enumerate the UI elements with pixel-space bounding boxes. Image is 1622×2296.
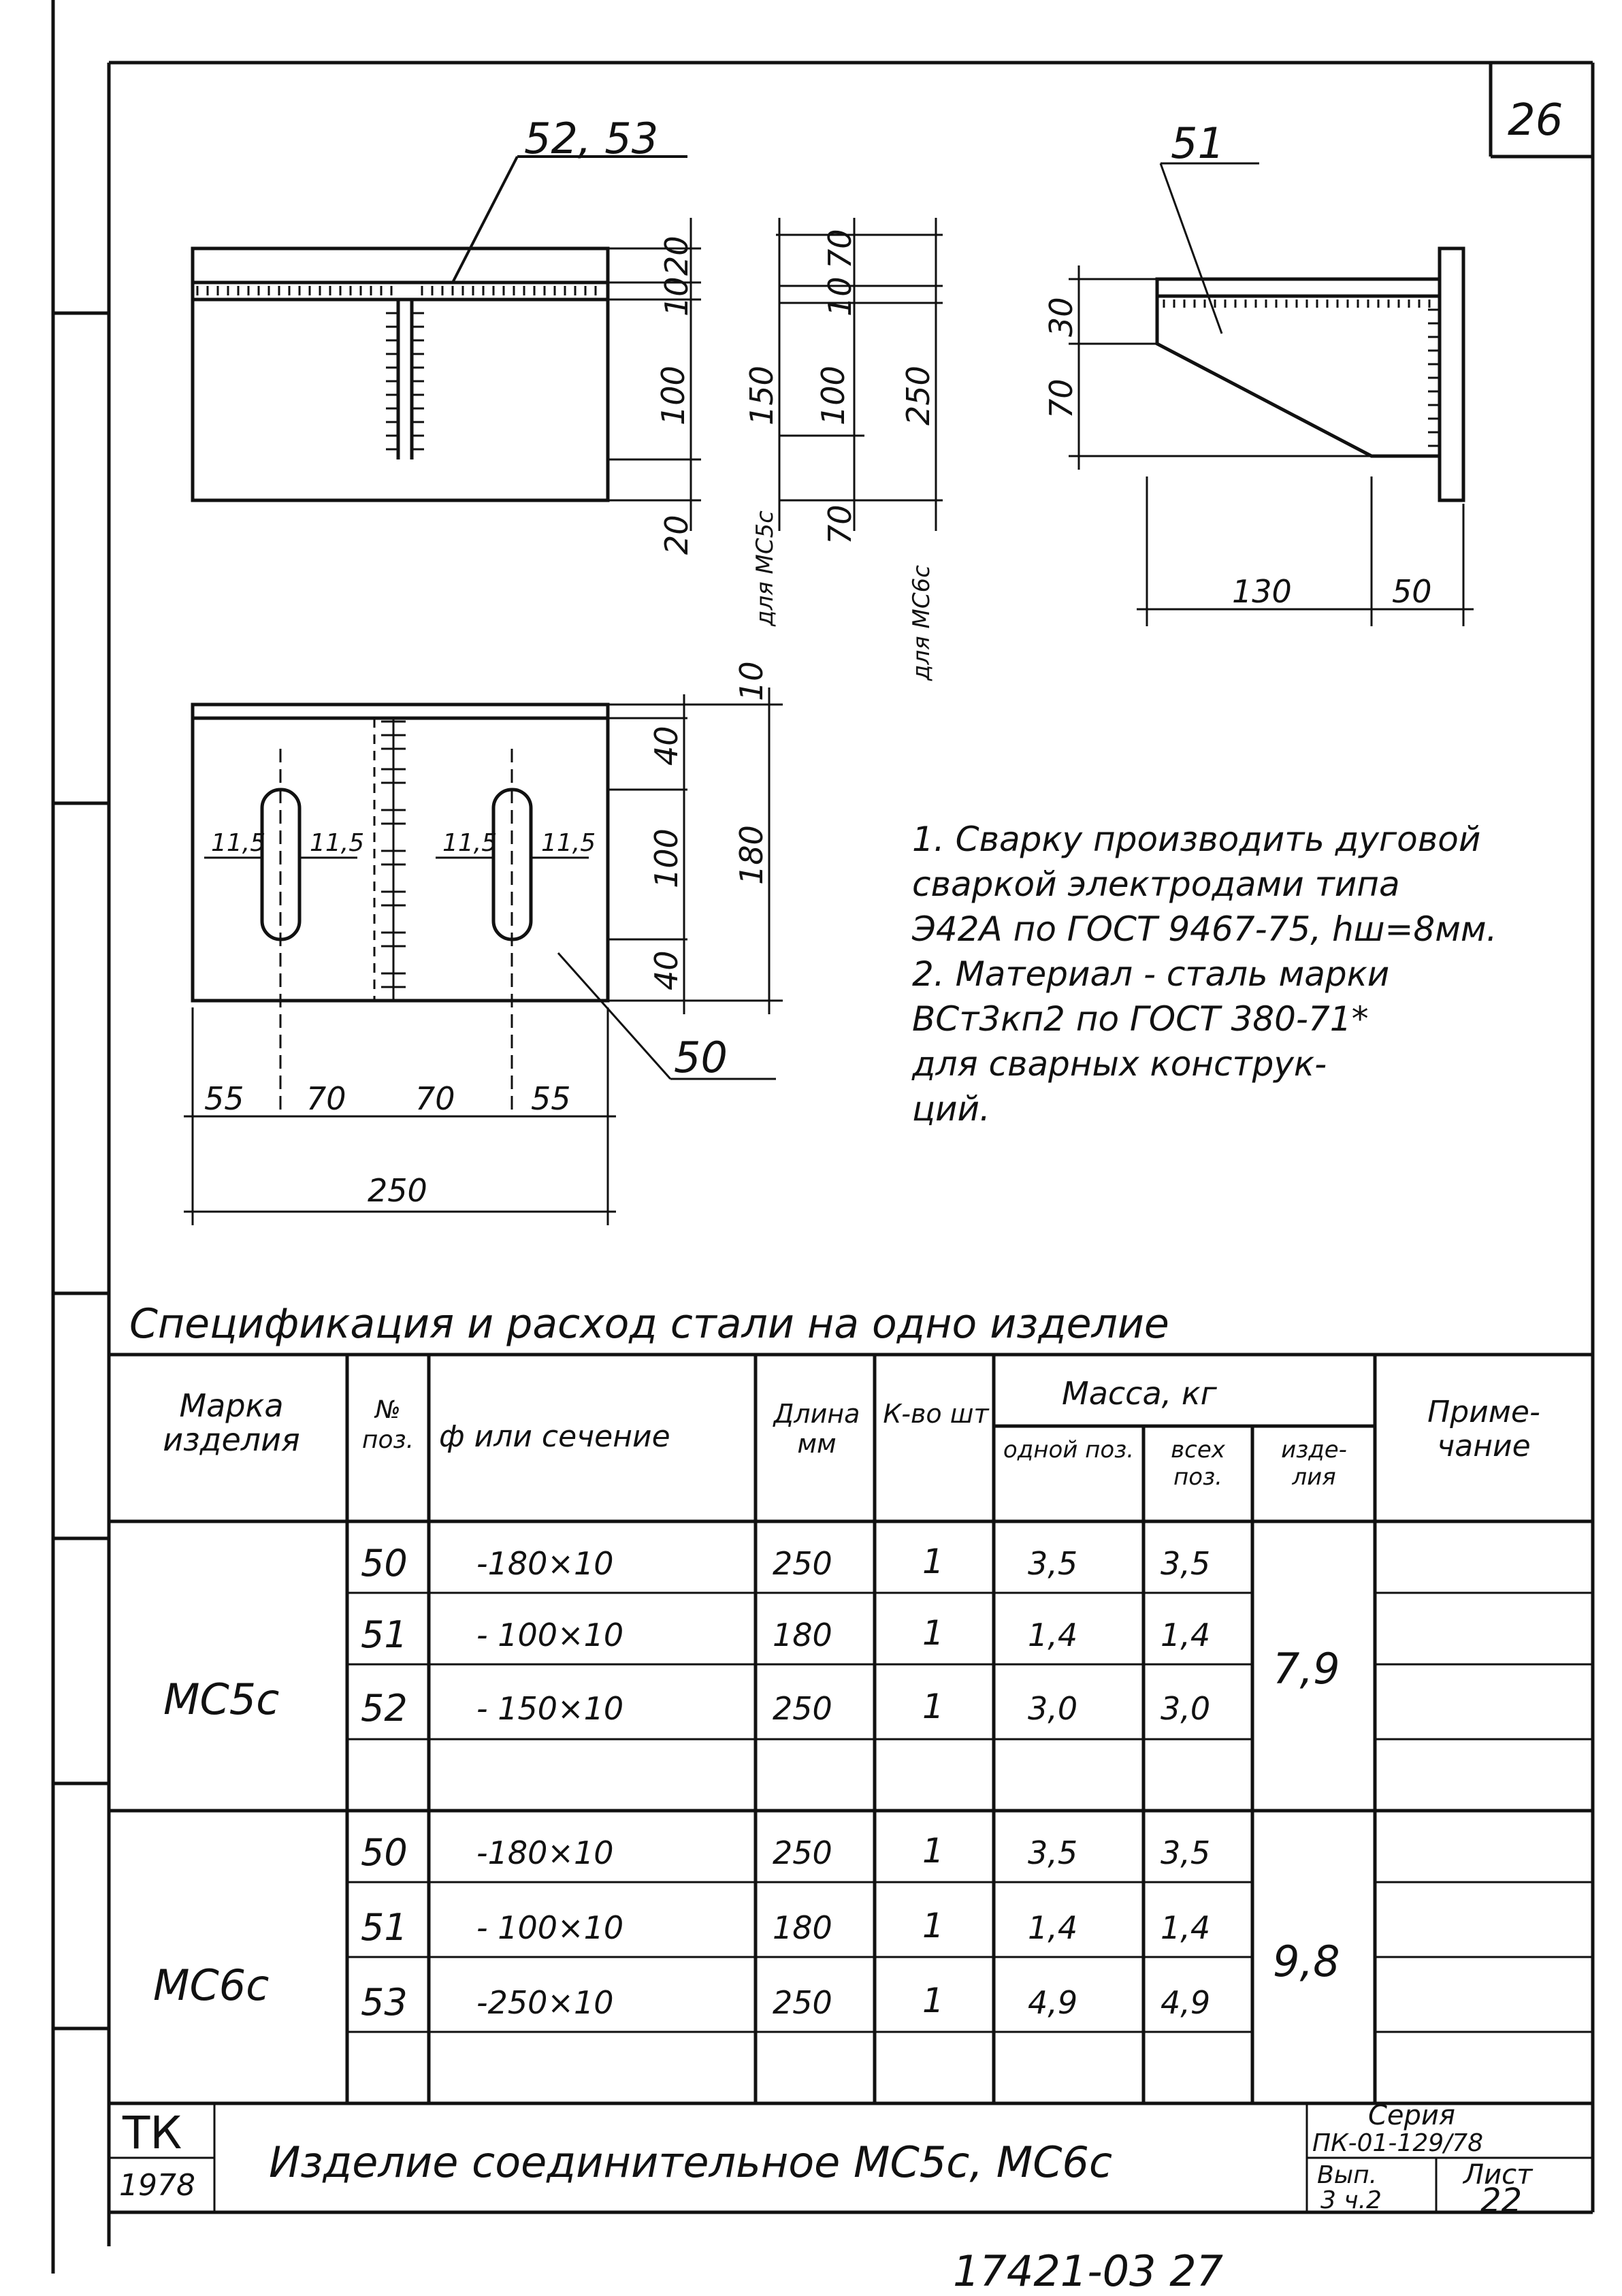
header-mass-one: одной поз. bbox=[1003, 1436, 1135, 1464]
header-pos: № поз. bbox=[361, 1396, 415, 1454]
row-pos: 50 bbox=[361, 1831, 408, 1874]
dim-70-side: 70 bbox=[1043, 378, 1080, 419]
dim-180: 180 bbox=[733, 825, 770, 885]
label-pos-52-53: 52, 53 bbox=[524, 114, 659, 163]
note-line: Э42А по ГОСТ 9467-75, hш=8мм. bbox=[912, 909, 1497, 949]
row-mass-all: 3,5 bbox=[1161, 1545, 1211, 1582]
header-section: ф или сечение bbox=[439, 1419, 670, 1454]
mark-mc5c: МС5с bbox=[163, 1675, 280, 1724]
dim-for-mc6c: для МС6с bbox=[908, 565, 935, 681]
issue-label: Вып. bbox=[1317, 2161, 1378, 2189]
row-mass-all: 3,5 bbox=[1161, 1834, 1211, 1871]
dim-250-front: 250 bbox=[900, 366, 937, 425]
row-section: -250×10 bbox=[476, 1984, 614, 2021]
dim-11-5b: 11,5 bbox=[310, 829, 365, 857]
dim-30: 30 bbox=[1043, 297, 1080, 337]
dim-100b: 100 bbox=[815, 366, 851, 425]
dim-20-top: 20 bbox=[658, 236, 695, 276]
row-section: - 150×10 bbox=[476, 1690, 624, 1727]
row-section: -180×10 bbox=[476, 1834, 614, 1871]
dim-40-bottom: 40 bbox=[648, 950, 685, 990]
row-mass-one: 3,5 bbox=[1028, 1545, 1078, 1582]
header-mass-all: всех поз. bbox=[1171, 1436, 1225, 1491]
label-pos-51: 51 bbox=[1171, 118, 1224, 168]
header-length: Длина мм bbox=[773, 1399, 860, 1459]
row-qty: 1 bbox=[922, 1542, 944, 1581]
row-mass-one: 3,0 bbox=[1028, 1690, 1078, 1727]
row-qty: 1 bbox=[922, 1687, 944, 1726]
dim-40-top: 40 bbox=[648, 726, 685, 766]
dim-20-bottom: 20 bbox=[658, 515, 695, 555]
header-mark: Марка изделия bbox=[163, 1387, 300, 1458]
header-note: Приме- чание bbox=[1427, 1395, 1540, 1464]
technical-notes bbox=[912, 817, 1559, 1131]
total-mass-mc6c: 9,8 bbox=[1273, 1937, 1340, 1986]
note-line: сваркой электродами типа bbox=[912, 864, 1400, 904]
dim-50: 50 bbox=[1392, 573, 1432, 610]
note-line: ций. bbox=[912, 1089, 990, 1129]
row-qty: 1 bbox=[922, 1906, 944, 1945]
dim-100a: 100 bbox=[655, 366, 692, 425]
row-length: 250 bbox=[773, 1545, 832, 1582]
row-mass-one: 3,5 bbox=[1028, 1834, 1078, 1871]
note-line: 1. Сварку производить дуговой bbox=[912, 820, 1481, 859]
sheet-number: 26 bbox=[1508, 95, 1563, 146]
dim-11-5d: 11,5 bbox=[541, 829, 596, 857]
dim-10a: 10 bbox=[658, 276, 695, 317]
dim-10b: 10 bbox=[822, 276, 858, 317]
row-mass-one: 1,4 bbox=[1028, 1909, 1078, 1946]
row-qty: 1 bbox=[922, 1831, 944, 1871]
header-qty: К-во шт bbox=[883, 1399, 989, 1429]
dim-130: 130 bbox=[1232, 573, 1292, 610]
dim-150: 150 bbox=[743, 366, 780, 425]
row-section: - 100×10 bbox=[476, 1617, 624, 1653]
row-pos: 53 bbox=[361, 1981, 408, 2024]
row-pos: 50 bbox=[361, 1542, 408, 1585]
row-section: -180×10 bbox=[476, 1545, 614, 1582]
sheet-label: Лист bbox=[1463, 2159, 1533, 2190]
row-mass-all: 3,0 bbox=[1161, 1690, 1211, 1727]
note-line: для сварных конструк- bbox=[912, 1044, 1327, 1084]
sheet-value: 22 bbox=[1480, 2182, 1523, 2220]
row-length: 180 bbox=[773, 1909, 832, 1946]
label-pos-50: 50 bbox=[674, 1033, 728, 1082]
mark-mc6c: МС6с bbox=[153, 1960, 270, 2010]
row-mass-one: 4,9 bbox=[1028, 1984, 1078, 2021]
year: 1978 bbox=[119, 2168, 195, 2203]
row-length: 250 bbox=[773, 1984, 832, 2021]
row-section: - 100×10 bbox=[476, 1909, 624, 1946]
note-line: ВСт3кп2 по ГОСТ 380-71* bbox=[912, 999, 1369, 1039]
series-label: Серия bbox=[1368, 2100, 1455, 2131]
row-length: 250 bbox=[773, 1834, 832, 1871]
dim-for-mc5c: для МС5с bbox=[751, 511, 779, 626]
dim-100-plan: 100 bbox=[648, 828, 685, 888]
row-mass-all: 1,4 bbox=[1161, 1909, 1211, 1946]
row-pos: 51 bbox=[361, 1613, 408, 1656]
issue-value: 3 ч.2 bbox=[1320, 2186, 1382, 2214]
org-code: ТК bbox=[123, 2107, 182, 2159]
series-code: ПК-01-129/78 bbox=[1312, 2129, 1484, 2157]
drawing-title: Изделие соединительное МС5с, МС6с bbox=[269, 2137, 1113, 2187]
dim-11-5c: 11,5 bbox=[442, 829, 498, 857]
archive-number: 17421-03 27 bbox=[953, 2246, 1224, 2296]
dim-55a: 55 bbox=[204, 1080, 244, 1117]
row-mass-all: 4,9 bbox=[1161, 1984, 1211, 2021]
note-line: 2. Материал - сталь марки bbox=[912, 954, 1390, 994]
dim-11-5a: 11,5 bbox=[211, 829, 266, 857]
row-pos: 51 bbox=[361, 1906, 408, 1949]
dim-70b: 70 bbox=[415, 1080, 455, 1117]
header-mass: Масса, кг bbox=[1062, 1375, 1217, 1412]
row-mass-all: 1,4 bbox=[1161, 1617, 1211, 1653]
dim-70-top: 70 bbox=[822, 229, 858, 269]
row-mass-one: 1,4 bbox=[1028, 1617, 1078, 1653]
total-mass-mc5c: 7,9 bbox=[1273, 1644, 1340, 1694]
spec-title: Спецификация и расход стали на одно изделие bbox=[129, 1300, 1169, 1348]
row-qty: 1 bbox=[922, 1981, 944, 2020]
header-mass-item: изде- лия bbox=[1281, 1436, 1347, 1491]
dim-250-plan: 250 bbox=[368, 1172, 427, 1209]
dim-10-plan: 10 bbox=[733, 661, 770, 701]
row-qty: 1 bbox=[922, 1613, 944, 1653]
row-pos: 52 bbox=[361, 1687, 408, 1730]
dim-55b: 55 bbox=[531, 1080, 571, 1117]
dim-70-bottom: 70 bbox=[822, 504, 858, 545]
row-length: 250 bbox=[773, 1690, 832, 1727]
row-length: 180 bbox=[773, 1617, 832, 1653]
dim-70a: 70 bbox=[306, 1080, 346, 1117]
